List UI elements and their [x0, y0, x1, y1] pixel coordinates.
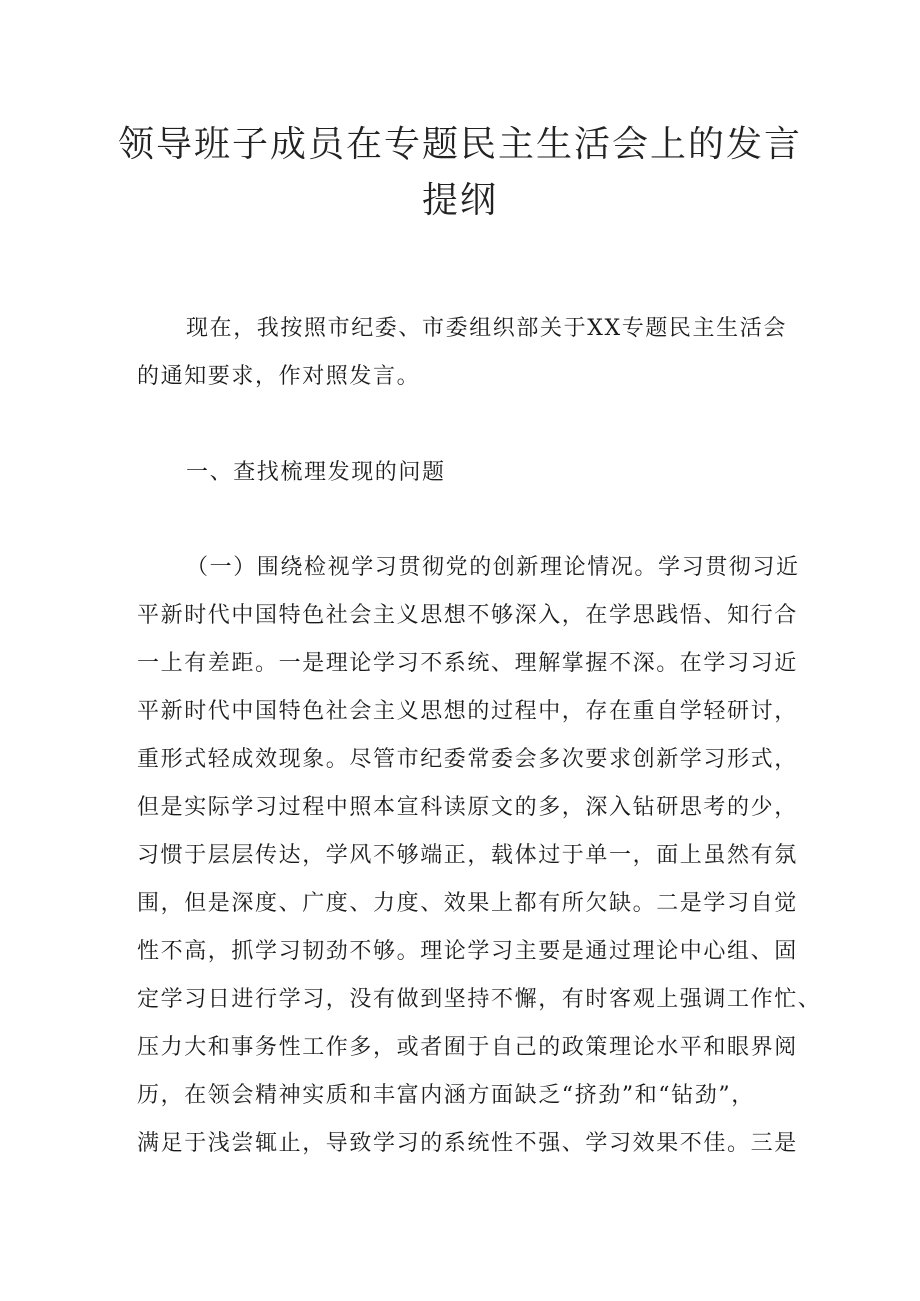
paragraph-line-3: 一上有差距。一是理论学习不系统、理解掌握不深。在学习习近 [137, 651, 798, 676]
paragraph-line-12: 历，在领会精神实质和丰富内涵方面缺乏“挤劲”和“钻劲”， [137, 1083, 755, 1108]
paragraph-line-9: 性不高，抓学习韧劲不够。理论学习主要是通过理论中心组、固 [137, 939, 798, 964]
paragraph-line-2: 平新时代中国特色社会主义思想不够深入，在学思践悟、知行合 [137, 603, 798, 628]
paragraph-line-1: （一）围绕检视学习贯彻党的创新理论情况。学习贯彻习近 [186, 555, 800, 580]
paragraph-line-4: 平新时代中国特色社会主义思想的过程中，存在重自学轻研讨， [137, 699, 798, 724]
document-title-line-2: 提纲 [421, 180, 498, 221]
paragraph-line-11: 压力大和事务性工作多，或者囿于自己的政策理论水平和眼界阅 [137, 1035, 798, 1060]
paragraph-line-6: 但是实际学习过程中照本宣科读原文的多，深入钻研思考的少， [137, 795, 798, 820]
document-title-line-1: 领导班子成员在专题民主生活会上的发言 [117, 124, 802, 165]
section-heading: 一、查找梳理发现的问题 [186, 460, 446, 485]
intro-line-2: 的通知要求，作对照发言。 [137, 364, 421, 389]
paragraph-line-5: 重形式轻成效现象。尽管市纪委常委会多次要求创新学习形式， [137, 747, 798, 772]
paragraph-line-7: 习惯于层层传达，学风不够端正，载体过于单一，面上虽然有氛 [137, 843, 798, 868]
intro-line-1: 现在，我按照市纪委、市委组织部关于XX专题民主生活会 [186, 316, 787, 341]
paragraph-line-8: 围，但是深度、广度、力度、效果上都有所欠缺。二是学习自觉 [137, 891, 798, 916]
paragraph-line-10: 定学习日进行学习，没有做到坚持不懈，有时客观上强调工作忙、 [137, 987, 822, 1012]
paragraph-line-13: 满足于浅尝辄止，导致学习的系统性不强、学习效果不佳。三是 [137, 1131, 798, 1156]
